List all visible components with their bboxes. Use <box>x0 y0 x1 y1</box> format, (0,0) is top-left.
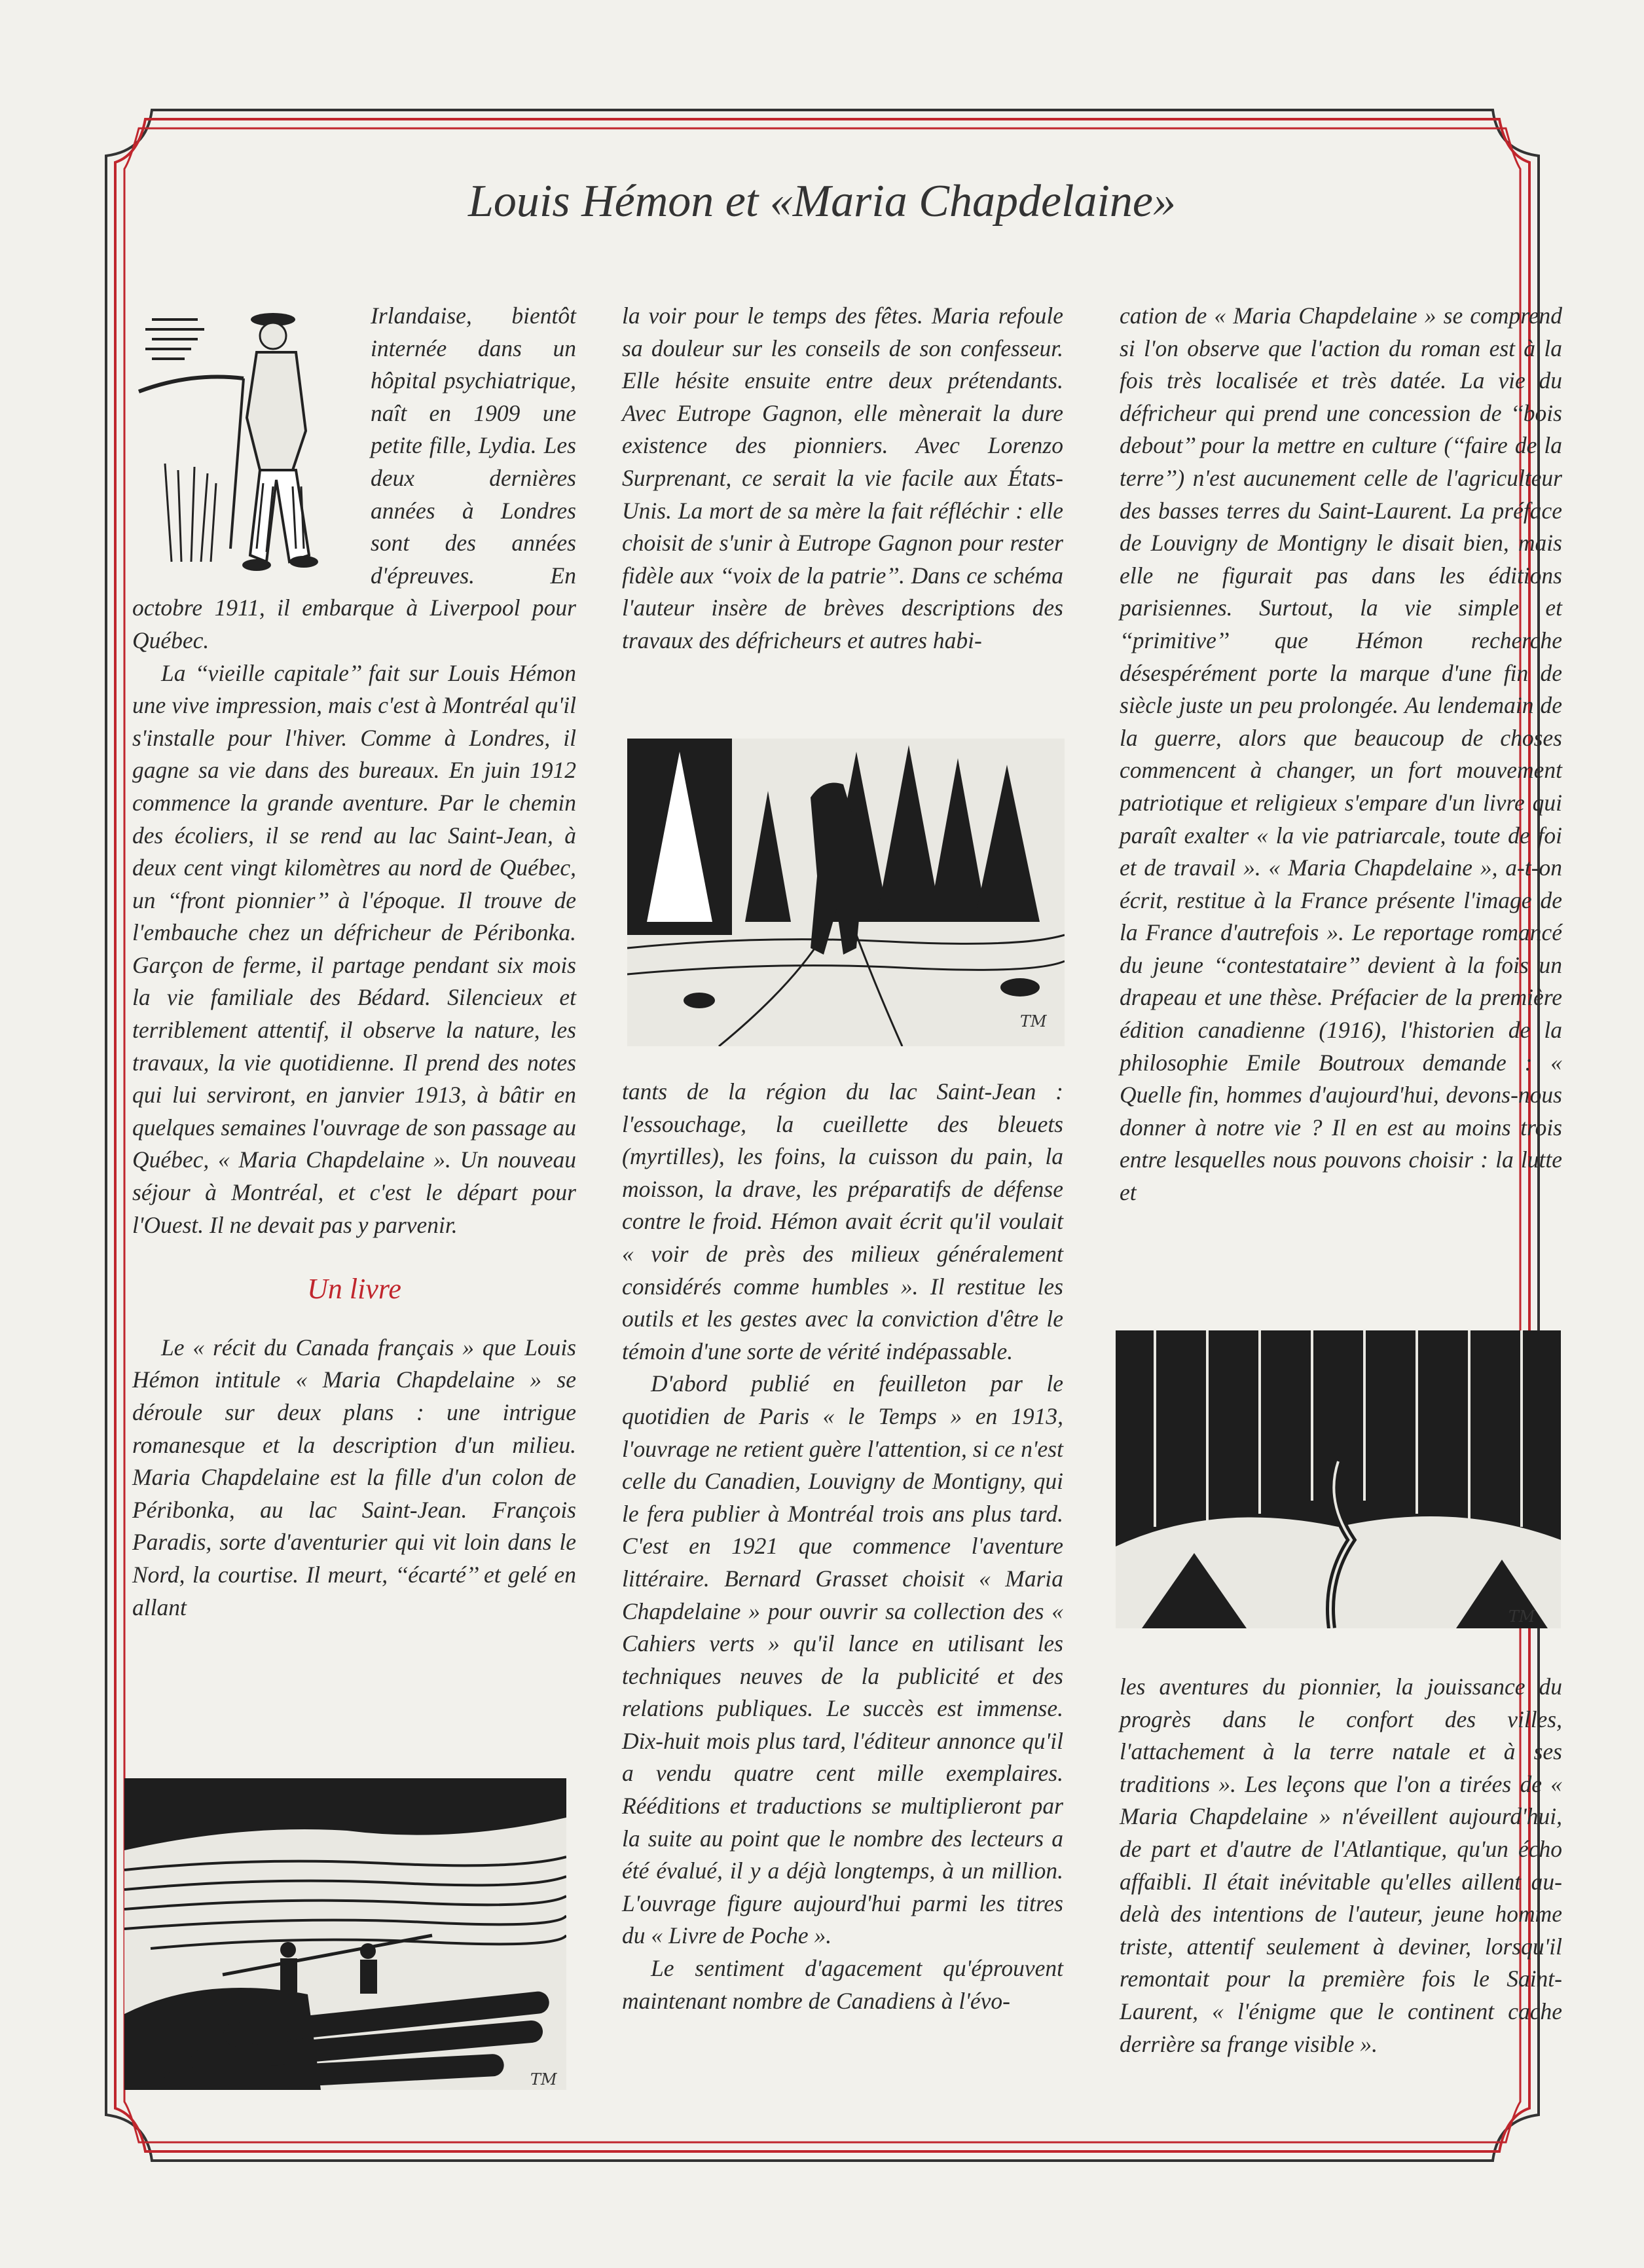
illustration-snowy-forest-path <box>1116 1330 1561 1628</box>
illustration-signature: TM <box>1508 1607 1535 1626</box>
column-3-top <box>1120 300 1562 1209</box>
column-1 <box>132 300 576 1624</box>
col2-paragraph-2: tants de la région du lac Saint-Jean : l'essouchage, la cueillette des bleuets (myrtilles), les foins, la cuisson du pain, la moisson, la drave, les préparatifs de défense contre le froid. Hémon avait écrit qu'il voulait « voir de près des milieux généralement considérés comme humbles ». Il restitue les outils et les gestes avec la conviction d'être le témoin d'une sorte de vérité indépassable. <box>622 1078 1063 1364</box>
column-2-top <box>622 300 1063 657</box>
col3-paragraph-2: les aventures du pionnier, la jouissance du progrès dans le confort des villes, l'attachement à la terre natale et à ses traditions ». Les leçons que l'on a tirées de « Maria Chapdelaine » n'éveillent aujourd'hui, de part et d'autre de l'Atlantique, qu'un écho affaibli. Il était inévitable qu'elles aillent au-delà des intentions de l'auteur, jeune homme triste, attentif seulement à deviner, lorsqu'il remontait pour la première fois le Saint-Laurent, « l'énigme que le continent cache derrière sa frange visible ». <box>1120 1674 1562 2057</box>
col2-paragraph-1: la voir pour le temps des fêtes. Maria refoule sa douleur sur les conseils de son confesseur. Elle hésite ensuite entre deux prétendants. Avec Eutrope Gagnon, elle mènerait la dure existence des pionniers. Avec Lorenzo Surprenant, ce serait la vie facile aux États-Unis. La mort de sa mère la fait réfléchir : elle choisit de s'unir à Eutrope Gagnon pour rester fidèle aux ‘‘voix de la patrie’’. Dans ce schéma l'auteur insère de brèves descriptions des travaux des défricheurs et autres habi- <box>622 302 1063 653</box>
col1-paragraph-3: Le « récit du Canada français » que Louis Hémon intitule « Maria Chapdelaine » se déroule sur deux plans : une intrigue romanesque et la description d'un milieu. Maria Chapdelaine est la fille d'un colon de Péribonka, au lac Saint-Jean. François Paradis, sorte d'aventurier qui vit loin dans le Nord, la courtise. Il meurt, ‘‘écarté’’ et gelé en allant <box>132 1334 576 1620</box>
illustration-signature: TM <box>1020 1012 1047 1031</box>
col1-paragraph-2: La ‘‘vieille capitale’’ fait sur Louis Hémon une vive impression, mais c'est à Montréal qu'il s'installe pour l'hiver. Comme à Londres, il gagne sa vie dans des bureaux. En juin 1912 commence la grande aventure. Par le chemin des écoliers, il se rend au lac Saint-Jean, à deux cent vingt kilomètres au nord de Québec, un ‘‘front pionnier’’ à l'époque. Il trouve de l'embauche chez un défricheur de Péribonka. Garçon de ferme, il partage pendant six mois la vie familiale des Bédard. Silencieux et terriblement attentif, il observe la nature, les travaux, la vie quotidienne. Il prend des notes qui lui serviront, en janvier 1913, à bâtir en quelques semaines l'ouvrage de son passage au Québec, « Maria Chapdelaine ». Un nouveau séjour à Montréal, et c'est le départ pour l'Ouest. Il ne devait pas y parvenir. <box>132 659 576 1238</box>
col1-paragraph-1: Irlandaise, bientôt internée dans un hôpital psychiatrique, naît en 1909 une petite fille, Lydia. Les deux dernières années à Londres sont des années d'épreuves. En octobre 1911, il embarque à Liverpool pour Québec. <box>132 302 576 653</box>
col2-paragraph-3: D'abord publié en feuilleton par le quotidien de Paris « le Temps » en 1913, l'ouvrage ne retient guère l'attention, si ce n'est celle du Canadien, Louvigny de Montigny, qui le fera publier à Montréal trois ans plus tard. C'est en 1921 que commence l'aventure littéraire. Bernard Grasset choisit « Maria Chapdelaine » pour ouvrir sa collection des « Cahiers verts » qu'il lance en utilisant les techniques neuves de la publicité et des relations publiques. Le succès est immense. Dix-huit mois plus tard, l'éditeur annonce qu'il a vendu quatre cent mille exemplaires. Rééditions et traductions se multiplieront par la suite au point que le nombre des lecteurs a été évalué, il y a déjà longtemps, à un million. L'ouvrage figure aujourd'hui parmi les titres du « Livre de Poche ». <box>622 1370 1063 1949</box>
column-2-bottom <box>622 1076 1063 2017</box>
illustration-farmer-scythe <box>132 300 355 588</box>
illustration-horse-winter-forest <box>627 739 1065 1046</box>
section-heading-un-livre: Un livre <box>307 1273 401 1306</box>
column-3-bottom <box>1120 1671 1562 2060</box>
col2-paragraph-4: Le sentiment d'agacement qu'éprouvent maintenant nombre de Canadiens à l'évo- <box>622 1955 1063 2014</box>
page-title: Louis Hémon et «Maria Chapdelaine» <box>467 176 1177 227</box>
illustration-signature: TM <box>530 2070 557 2089</box>
col3-paragraph-1: cation de « Maria Chapdelaine » se comprend si l'on observe que l'action du roman est à la fois très localisée et très datée. La vie du défricheur qui prend une concession de ‘‘bois debout’’ pour la mettre en culture (‘‘faire de la terre’’) n'est aucunement celle de l'agriculteur des basses terres du Saint-Laurent. La préface de Louvigny de Montigny le disait bien, mais elle ne figurait pas dans les éditions parisiennes. Surtout, la vie simple et ‘‘primitive’’ que Hémon recherche désespérément porte la marque d'une fin de siècle juste un peu prolongée. Au lendemain de la guerre, alors que beaucoup de choses commencent à changer, un fort mouvement patriotique et religieux s'empare d'un livre qui paraît exalter « la vie patriarcale, toute de foi et de travail ». « Maria Chapdelaine », a-t-on écrit, restitue à la France présente l'image de la France d'autrefois ». Le reportage romancé du jeune ‘‘contestataire’’ devient à la fois un drapeau et une thèse. Préfacier de la première édition canadienne (1916), l'historien de la philosophie Emile Boutroux demande : « Quelle fin, hommes d'aujourd'hui, devons-nous donner à notre vie ? Il en est au moins trois entre lesquelles nous pouvons choisir : la lutte et <box>1120 302 1562 1206</box>
illustration-log-drivers <box>124 1778 566 2090</box>
